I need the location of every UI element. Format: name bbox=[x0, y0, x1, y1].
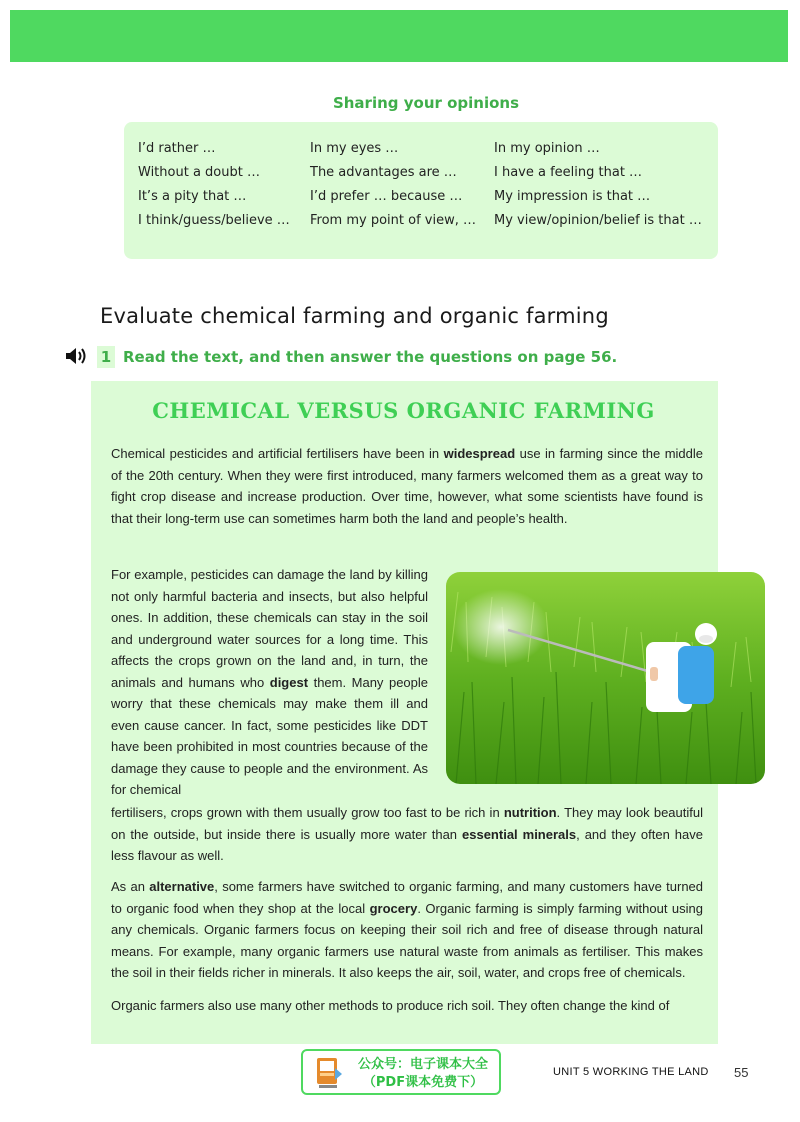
page-number: 55 bbox=[734, 1065, 749, 1080]
phrase: Without a doubt … bbox=[138, 165, 260, 180]
footer-unit-label: UNIT 5 WORKING THE LAND bbox=[553, 1066, 709, 1078]
keyword: alternative bbox=[149, 879, 215, 894]
phrase: From my point of view, … bbox=[310, 213, 476, 228]
task-number: 1 bbox=[97, 346, 115, 368]
section-heading: Sharing your opinions bbox=[332, 94, 520, 112]
textbook-icon bbox=[315, 1054, 345, 1090]
phrase: I think/guess/believe … bbox=[138, 213, 290, 228]
watermark-line-1: 公众号：电子课本大全 bbox=[357, 1057, 488, 1072]
phrase: The advantages are … bbox=[310, 165, 457, 180]
article-paragraph-3: As an alternative, some farmers have switched to organic farming, and many customers have turned to organic food when they shop at the local grocery. Organic farming is simply farming without using any chemicals. Organic farmers focus on keeping their soil rich and free of disease through natural means. For example, many organic farmers use natural waste from animals as fertiliser. This makes the soil in their fields richer in minerals. It also keeps the air, soil, water, and crops free of chemicals. bbox=[111, 879, 704, 980]
article-paragraph-1: Chemical pesticides and artificial fertilisers have been in widespread use in farming since the middle of the 20th century. When they were first introduced, many farmers welcomed them as a great way to fight crop disease and increase production. Over time, however, what some scientists have found is that their long-term use can sometimes harm both the land and people’s health. bbox=[111, 446, 703, 526]
phrase: I have a feeling that … bbox=[494, 165, 643, 180]
farmer-spraying-photo bbox=[446, 572, 765, 784]
keyword: digest bbox=[269, 674, 309, 690]
article-paragraph-2: For example, pesticides can damage the land by killing not only harmful bacteria and insects, but also helpful ones. In addition, these chemicals can stay in the soil and underground water sources for a long time. This affects the crops grown on the land and, in turn, the animals and humans who digest them. Many people worry that these chemicals may make them ill and even cause cancer. In fact, some pesticides like DDT have been prohibited in most countries because of the damage they cause to people and the environment. As for chemical bbox=[111, 567, 429, 797]
phrase: My impression is that … bbox=[494, 189, 651, 204]
header-band bbox=[10, 10, 788, 62]
phrase-grid bbox=[138, 140, 724, 230]
phrase: I’d rather … bbox=[138, 141, 216, 156]
phrase: It’s a pity that … bbox=[138, 189, 247, 204]
phrase: In my opinion … bbox=[494, 141, 600, 156]
task-instruction: Read the text, and then answer the questions on page 56. bbox=[123, 348, 618, 366]
watermark-line-2: （PDF课本免费下） bbox=[362, 1075, 484, 1090]
article-title: CHEMICAL VERSUS ORGANIC FARMING bbox=[152, 398, 655, 423]
watermark-badge bbox=[301, 1049, 501, 1095]
article-paragraph-2-continued: fertilisers, crops grown with them usually grow too fast to be rich in nutrition. They may look beautiful on the outside, but inside there is usually more water than essential minerals, and they often have less flavour as well. bbox=[111, 805, 703, 863]
phrase: I’d prefer … because … bbox=[310, 189, 463, 204]
keyword: essential minerals bbox=[462, 826, 577, 842]
phrase: My view/opinion/belief is that … bbox=[494, 213, 702, 228]
task-title: Evaluate chemical farming and organic farming bbox=[100, 304, 609, 328]
keyword: nutrition bbox=[503, 805, 557, 820]
article-paragraph-4: Organic farmers also use many other methods to produce rich soil. They often change the kind of bbox=[111, 998, 670, 1013]
phrase: In my eyes … bbox=[310, 141, 399, 156]
keyword: grocery bbox=[369, 900, 418, 916]
speaker-icon[interactable] bbox=[64, 346, 90, 366]
phrase-box bbox=[124, 122, 718, 259]
keyword: widespread bbox=[443, 446, 516, 461]
